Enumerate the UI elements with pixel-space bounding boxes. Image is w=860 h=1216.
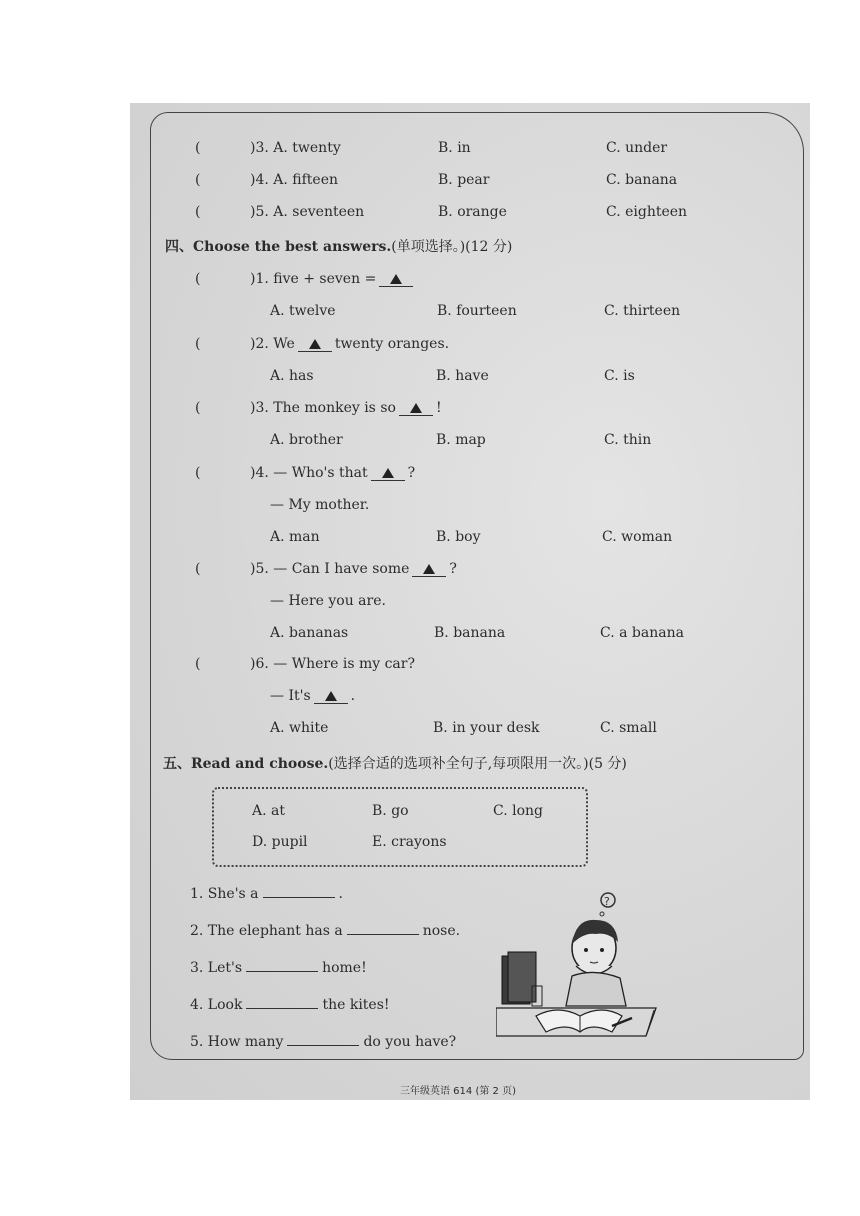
option-b: B. boy: [436, 529, 481, 545]
word-option: B. go: [372, 803, 409, 819]
answer-paren: (: [195, 561, 201, 577]
option-c: C. a banana: [600, 625, 684, 641]
answer-paren: (: [195, 271, 201, 287]
answer-paren: (: [195, 336, 201, 352]
blank: [399, 401, 433, 416]
option-b: B. pear: [438, 172, 490, 188]
blank: [314, 689, 348, 704]
option-a: A. white: [270, 720, 329, 736]
option-c: C. woman: [602, 529, 673, 545]
blank: [371, 466, 405, 481]
blank: [298, 337, 332, 352]
question-5: )5. — Can I have some ?: [250, 561, 457, 577]
option-c: C. is: [604, 368, 635, 384]
triangle-icon: [423, 564, 435, 574]
triangle-icon: [382, 468, 394, 478]
question-4: )4. — Who's that ?: [250, 465, 416, 481]
option-a: A. has: [270, 368, 314, 384]
blank: [347, 934, 419, 935]
option-a: A. brother: [270, 432, 343, 448]
option-a: A. bananas: [270, 625, 349, 641]
option-a: A. man: [270, 529, 320, 545]
option-b: B. map: [436, 432, 486, 448]
option-a: )5. A. seventeen: [250, 204, 365, 220]
sentence-5: 5. How many do you have?: [190, 1034, 457, 1050]
answer-paren: (: [195, 400, 201, 416]
blank: [287, 1045, 359, 1046]
section-heading-5: 五、Read and choose.(选择合适的选项补全句子,每项限用一次。)(5 分): [163, 756, 627, 772]
option-c: C. thin: [604, 432, 652, 448]
option-a: )3. A. twenty: [250, 140, 341, 156]
blank: [246, 971, 318, 972]
option-a: )4. A. fifteen: [250, 172, 339, 188]
triangle-icon: [390, 274, 402, 284]
answer-paren: (: [195, 465, 201, 481]
word-option: A. at: [252, 803, 285, 819]
option-b: B. in your desk: [433, 720, 540, 736]
option-b: B. orange: [438, 204, 507, 220]
question-3: )3. The monkey is so !: [250, 400, 442, 416]
sentence-3: 3. Let's home!: [190, 960, 367, 976]
triangle-icon: [309, 339, 321, 349]
option-c: C. under: [606, 140, 668, 156]
sentence-1: 1. She's a .: [190, 886, 343, 902]
triangle-icon: [410, 403, 422, 413]
word-option: E. crayons: [372, 834, 447, 850]
word-box: [212, 787, 588, 867]
blank: [379, 272, 413, 287]
answer-line: — My mother.: [270, 497, 370, 513]
option-b: B. fourteen: [437, 303, 517, 319]
word-option: D. pupil: [252, 834, 308, 850]
triangle-icon: [325, 691, 337, 701]
page-footer: 三年级英语 614 (第 2 页): [400, 1086, 516, 1097]
option-b: B. banana: [434, 625, 506, 641]
option-c: C. small: [600, 720, 657, 736]
boy-studying-illustration: [496, 886, 666, 1046]
blank: [263, 897, 335, 898]
word-option: C. long: [493, 803, 543, 819]
option-b: B. have: [436, 368, 489, 384]
question-6: )6. — Where is my car?: [250, 656, 415, 672]
svg-text:?: ?: [604, 895, 610, 908]
blank: [412, 562, 446, 577]
section-heading-4: 四、Choose the best answers.(单项选择。)(12 分): [165, 239, 513, 255]
answer-line: — It's .: [270, 688, 356, 704]
option-b: B. in: [438, 140, 471, 156]
option-c: C. banana: [606, 172, 678, 188]
sentence-2: 2. The elephant has a nose.: [190, 923, 461, 939]
option-c: C. eighteen: [606, 204, 688, 220]
option-a: A. twelve: [270, 303, 336, 319]
answer-paren: (: [195, 656, 201, 672]
option-c: C. thirteen: [604, 303, 681, 319]
answer-paren: (: [195, 172, 201, 188]
answer-paren: (: [195, 204, 201, 220]
answer-line: — Here you are.: [270, 593, 386, 609]
sentence-4: 4. Look the kites!: [190, 997, 390, 1013]
question-2: )2. We twenty oranges.: [250, 336, 450, 352]
blank: [246, 1008, 318, 1009]
question-1: )1. five + seven =: [250, 271, 416, 287]
answer-paren: (: [195, 140, 201, 156]
